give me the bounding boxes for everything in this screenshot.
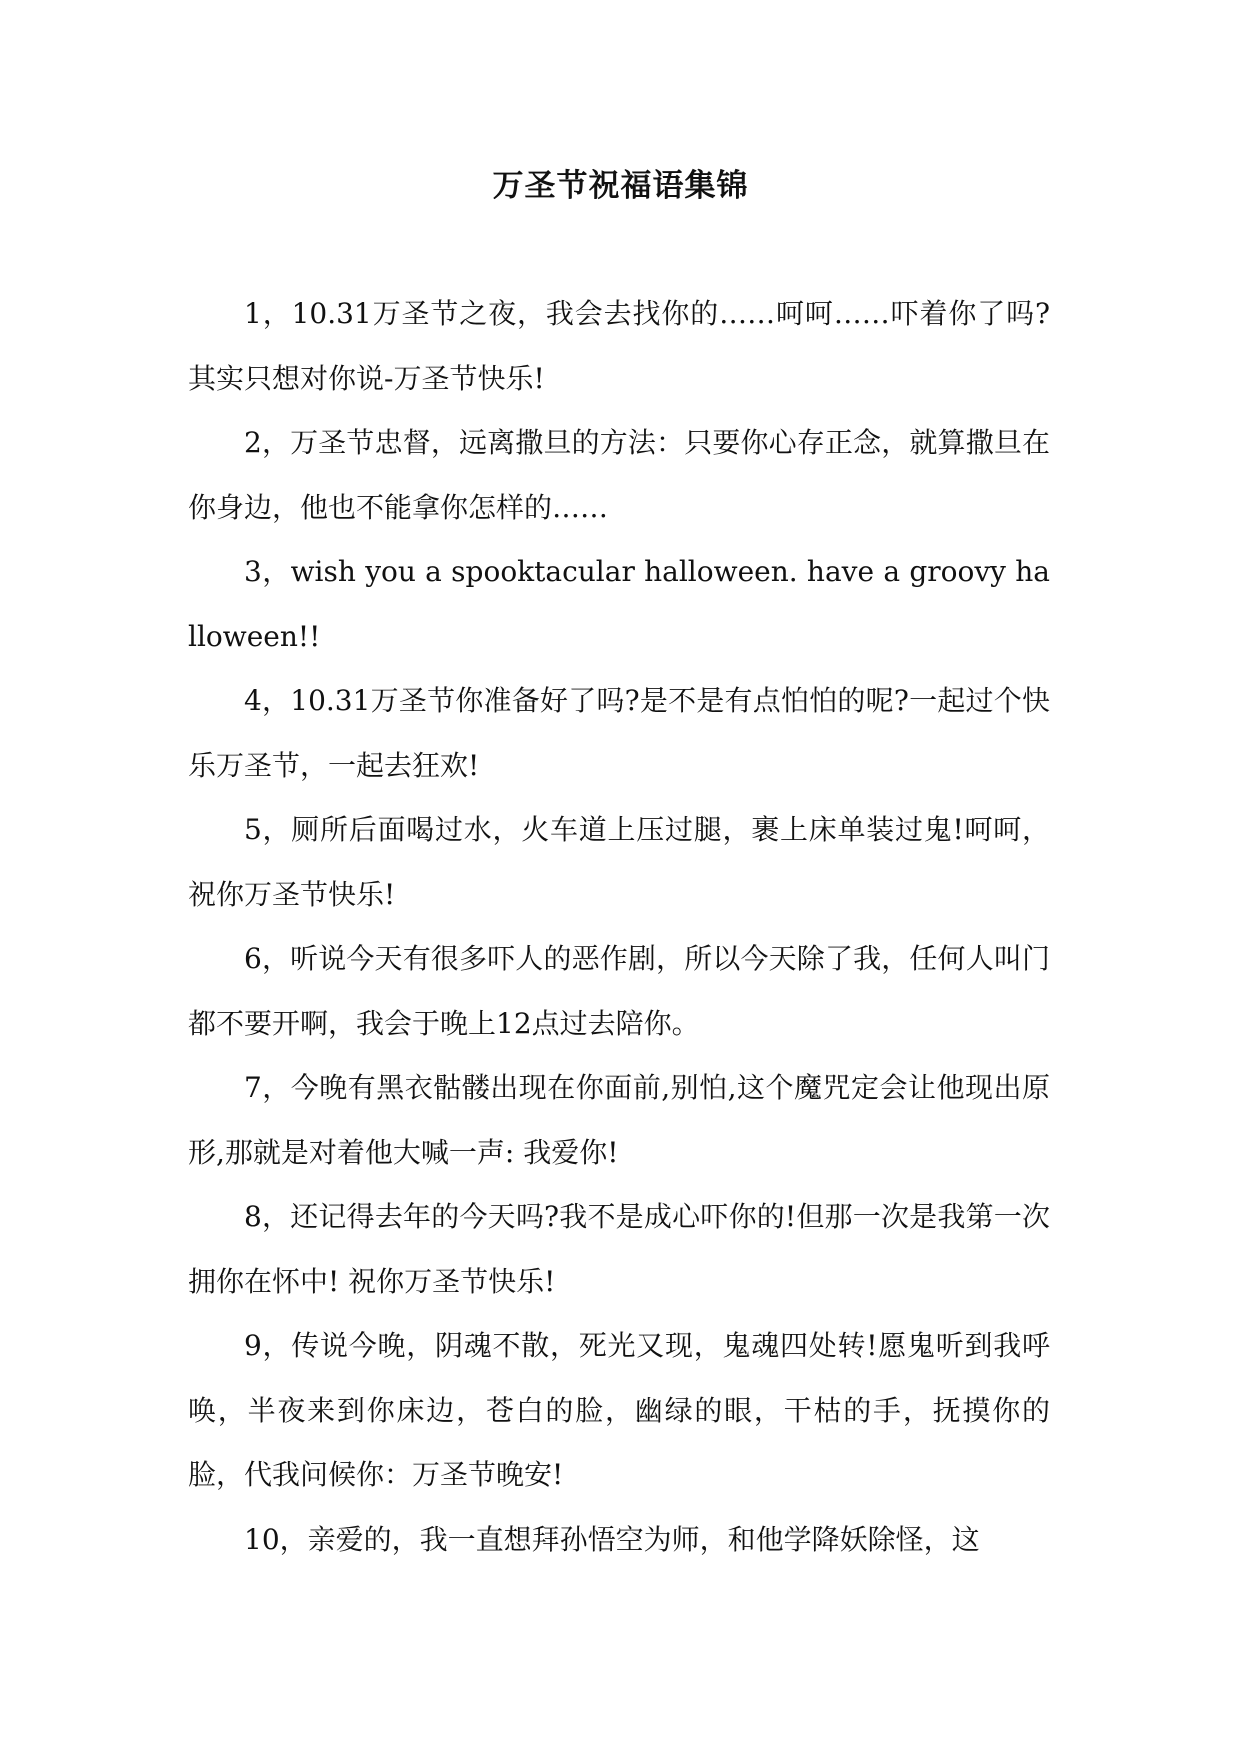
document-body bbox=[188, 282, 1050, 1572]
paragraph-7: 7，今晚有黑衣骷髅出现在你面前,别怕,这个魔咒定会让他现出原形,那就是对着他大喊一声: 我爱你! bbox=[188, 1071, 1050, 1169]
paragraph-8: 8，还记得去年的今天吗?我不是成心吓你的!但那一次是我第一次拥你在怀中! 祝你万圣节快乐! bbox=[188, 1200, 1050, 1298]
paragraph-3: 3，wish you a spooktacular halloween. have a groovy halloween!! bbox=[188, 555, 1050, 653]
paragraph-4: 4，10.31万圣节你准备好了吗?是不是有点怕怕的呢?一起过个快乐万圣节，一起去狂欢! bbox=[188, 684, 1050, 782]
paragraph-10: 10，亲爱的，我一直想拜孙悟空为师，和他学降妖除怪，这 bbox=[244, 1522, 980, 1556]
paragraph-2: 2，万圣节忠督，远离撒旦的方法：只要你心存正念，就算撒旦在你身边，他也不能拿你怎样的…… bbox=[188, 426, 1050, 524]
document-title: 万圣节祝福语集锦 bbox=[492, 168, 749, 204]
paragraph-5: 5，厕所后面喝过水，火车道上压过腿，裹上床单装过鬼!呵呵，祝你万圣节快乐! bbox=[188, 813, 1050, 911]
paragraph-1: 1，10.31万圣节之夜，我会去找你的……呵呵……吓着你了吗?其实只想对你说-万圣节快乐! bbox=[188, 297, 1050, 395]
paragraph-6: 6，听说今天有很多吓人的恶作剧，所以今天除了我，任何人叫门都不要开啊，我会于晚上12点过去陪你。 bbox=[188, 942, 1050, 1040]
paragraph-9: 9，传说今晚，阴魂不散，死光又现，鬼魂四处转!愿鬼听到我呼唤，半夜来到你床边，苍白的脸，幽绿的眼，干枯的手，抚摸你的脸，代我问候你：万圣节晚安! bbox=[188, 1329, 1050, 1491]
